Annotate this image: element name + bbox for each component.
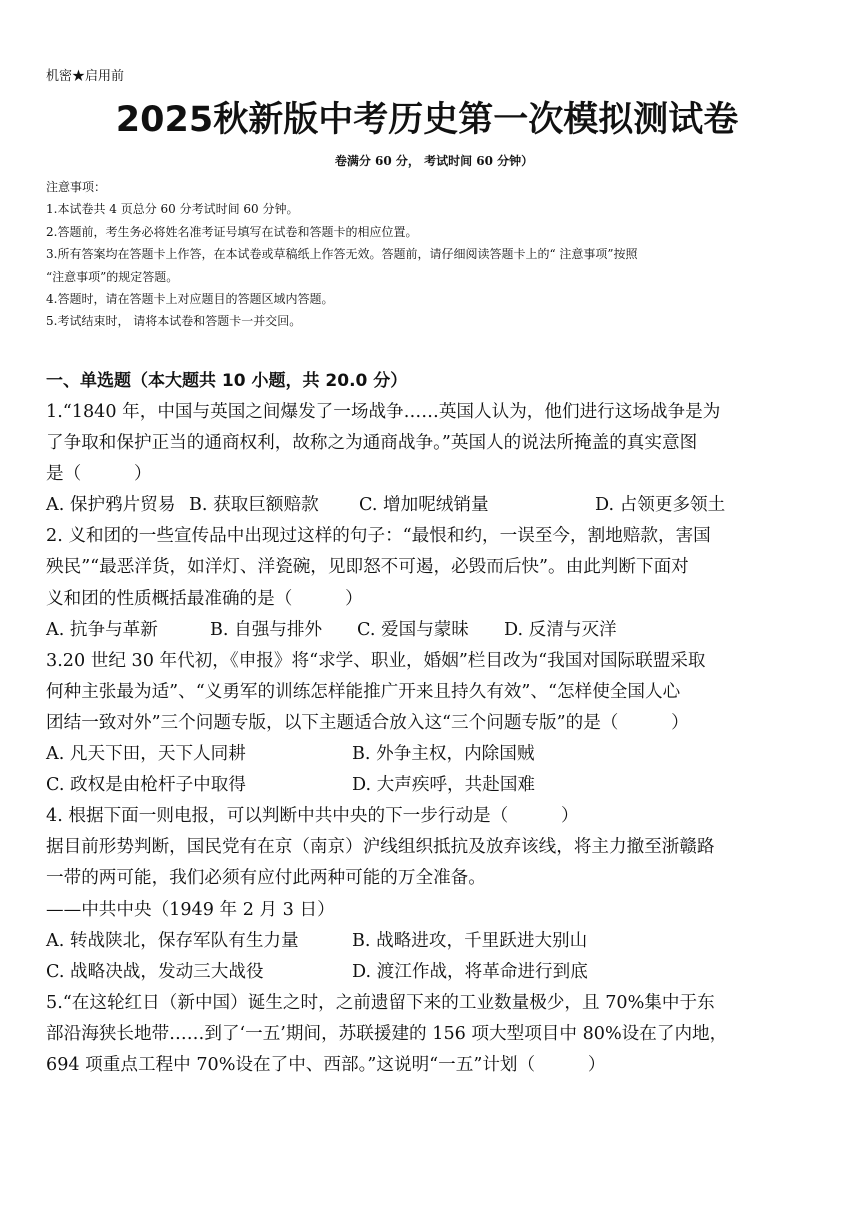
question-3-line: 3.20 世纪 30 年代初，《申报》将“求学、职业，婚姻”栏目改为“我国对国际联盟采取 xyxy=(46,650,706,671)
option-a: A. 抗争与革新 xyxy=(46,619,158,640)
question-2-line: 2. 义和团的一些宣传品中出现过这样的句子：“最恨和约，一误至今，割地赔款，害国 xyxy=(46,526,711,547)
section-heading: 一、单选题（本大题共 10 小题，共 20.0 分） xyxy=(46,371,408,391)
question-4-line: 一带的两可能，我们必须有应付此两种可能的万全准备。 xyxy=(46,868,486,889)
question-5-line: 694 项重点工程中 70%设在了中、西部。”这说明“一五”计划（ ） xyxy=(46,1054,606,1075)
notice-item: 1.本试卷共 4 页总分 60 分考试时间 60 分钟。 xyxy=(46,202,299,217)
notice-item: 4.答题时，请在答题卡上对应题目的答题区域内答题。 xyxy=(46,292,334,307)
option-a: A. 转战陕北，保存军队有生力量 xyxy=(46,930,299,951)
question-1-line: 是（ ） xyxy=(46,464,152,485)
notice-heading: 注意事项： xyxy=(46,180,107,194)
question-3-options xyxy=(46,739,822,770)
exam-title: 2025秋新版中考历史第一次模拟测试卷 xyxy=(115,100,739,140)
notice-item: “注意事项”的规定答题。 xyxy=(46,269,179,284)
question-3-options xyxy=(46,770,822,801)
option-b: B. 战略进攻，千里跃进大别山 xyxy=(352,930,588,951)
option-d: D. 反清与灭洋 xyxy=(504,619,617,640)
question-2-line: 义和团的性质概括最准确的是（ ） xyxy=(46,588,363,609)
questions xyxy=(46,397,822,1081)
option-d: D. 大声疾呼，共赴国难 xyxy=(352,775,536,796)
option-b: B. 获取巨额赔款 xyxy=(189,495,319,516)
option-c: C. 增加呢绒销量 xyxy=(359,495,489,516)
option-c: C. 政权是由枪杆子中取得 xyxy=(46,775,246,796)
option-a: A. 凡天下田，天下人同耕 xyxy=(46,744,246,765)
question-4-options xyxy=(46,926,822,957)
option-d: D. 渡江作战，将革命进行到底 xyxy=(352,961,588,982)
notice-block xyxy=(46,176,822,333)
question-1-options xyxy=(46,490,822,521)
notice-item: 3.所有答案均在答题卡上作答，在本试卷或草稿纸上作答无效。答题前，请仔细阅读答题卡上的“ 注意事项”按照 xyxy=(46,247,638,262)
question-1-line: 了争取和保护正当的通商权利，故称之为通商战争。”英国人的说法所掩盖的真实意图 xyxy=(46,433,698,454)
question-4-line: 4. 根据下面一则电报，可以判断中共中央的下一步行动是（ ） xyxy=(46,806,579,827)
question-2-options xyxy=(46,615,822,646)
question-4-line: 据目前形势判断，国民党有在京（南京）沪线组织抵抗及放弃该线，将主力撤至浙赣路 xyxy=(46,837,715,858)
option-d: D. 占领更多领土 xyxy=(595,495,726,516)
question-4-line: ——中共中央（1949 年 2 月 3 日） xyxy=(46,899,335,920)
option-c: C. 爱国与蒙昧 xyxy=(357,619,469,640)
notice-item: 2.答题前，考生务必将姓名准考证号填写在试卷和答题卡的相应位置。 xyxy=(46,224,418,239)
option-a: A. 保护鸦片贸易 xyxy=(46,495,176,516)
question-4-options xyxy=(46,957,822,988)
notice-item: 5.考试结束时， 请将本试卷和答题卡一并交回。 xyxy=(46,314,302,329)
option-b: B. 自强与排外 xyxy=(210,619,323,640)
question-3-line: 何种主张最为适”、“义勇军的训练怎样能推广开来且持久有效”、“怎样使全国人心 xyxy=(46,681,681,702)
question-5-line: 5.“在这轮红日（新中国）诞生之时，之前遗留下来的工业数量极少，且 70%集中于东 xyxy=(46,992,715,1013)
question-3-line: 团结一致对外”三个问题专版，以下主题适合放入这“三个问题专版”的是（ ） xyxy=(46,712,689,733)
confidential-label: 机密★启用前 xyxy=(46,69,125,84)
exam-subtitle: 卷满分 60 分， 考试时间 60 分钟） xyxy=(334,154,534,168)
question-5-line: 部沿海狭长地带……到了‘一五’期间，苏联援建的 156 项大型项目中 80%设在了内地， xyxy=(46,1023,728,1044)
question-2-line: 殃民”“最恶洋货，如洋灯、洋瓷碗，见即怒不可遏，必毁而后快”。由此判断下面对 xyxy=(46,557,689,578)
option-c: C. 战略决战，发动三大战役 xyxy=(46,961,264,982)
question-1-line: 1.“1840 年，中国与英国之间爆发了一场战争……英国人认为，他们进行这场战争是为 xyxy=(46,402,721,422)
option-b: B. 外争主权，内除国贼 xyxy=(352,744,535,765)
